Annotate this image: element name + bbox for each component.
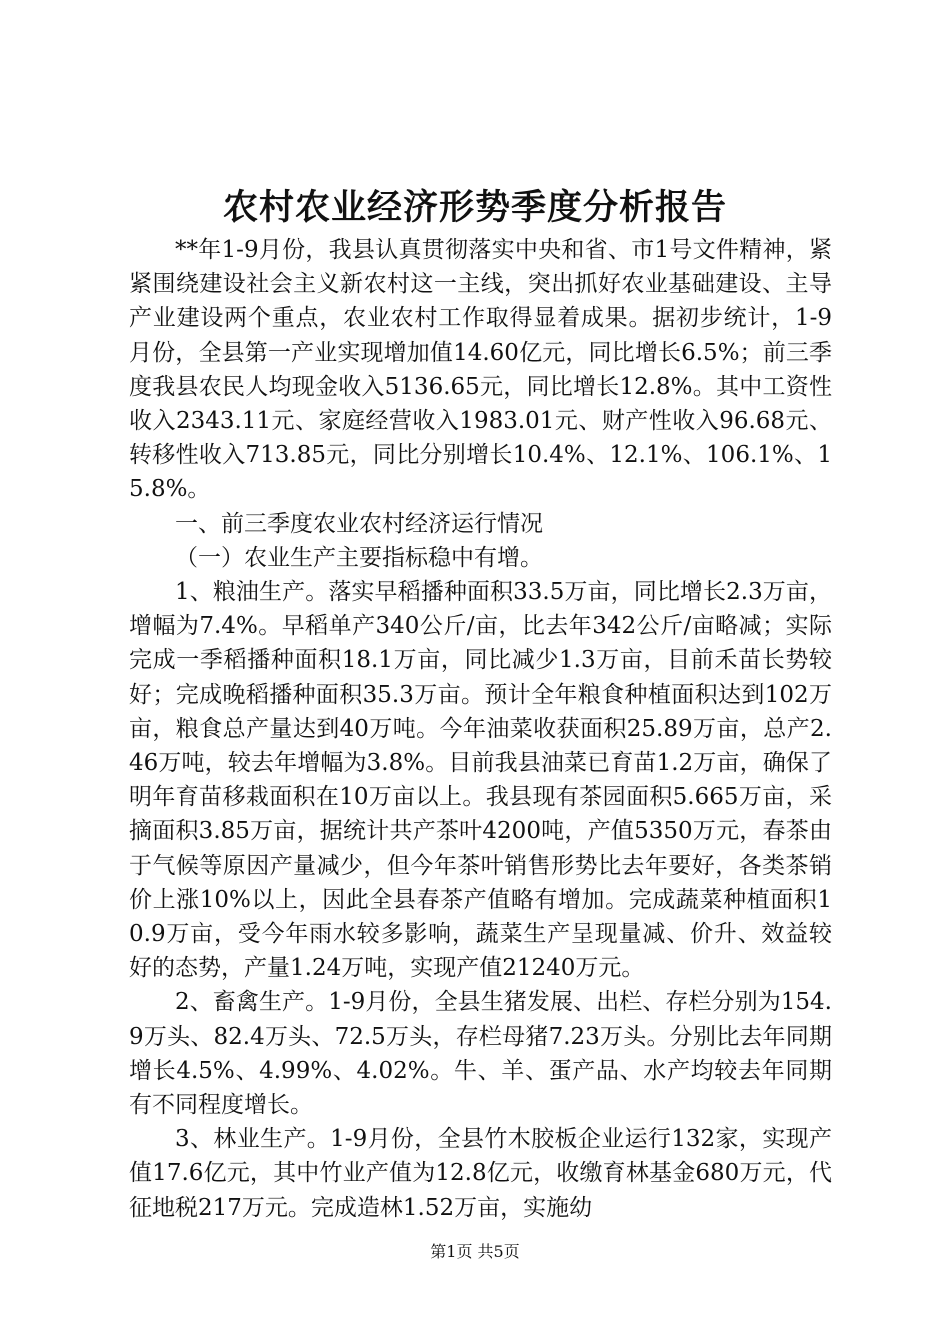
page-number-footer: 第1页 共5页 <box>430 1242 520 1261</box>
document-body <box>129 233 832 1225</box>
paragraph-forestry: 3、林业生产。1-9月份，全县竹木胶板企业运行132家，实现产值17.6亿元，其中竹业产值为12.8亿元，收缴育林基金680万元，代征地税217万元。完成造林1.52万亩，实施幼 <box>129 1126 832 1221</box>
paragraph-livestock: 2、畜禽生产。1-9月份，全县生猪发展、出栏、存栏分别为154.9万头、82.4万头、72.5万头，存栏母猪7.23万头。分别比去年同期增长4.5%、4.99%、4.02%。牛、羊、蛋产品、水产均较去年同期有不同程度增长。 <box>129 989 832 1119</box>
paragraph-grain-oil: 1、粮油生产。落实早稻播种面积33.5万亩，同比增长2.3万亩，增幅为7.4%。早稻单产340公斤/亩，比去年342公斤/亩略减；实际完成一季稻播种面积18.1万亩，同比减少1.3万亩，目前禾苗长势较好；完成晚稻播种面积35.3万亩。预计全年粮食种植面积达到102万亩，粮食总产量达到40万吨。今年油菜收获面积25.89万亩，总产2.46万吨，较去年增幅为3.8%。目前我县油菜已育苗1.2万亩，确保了明年育苗移栽面积在10万亩以上。我县现有茶园面积5.665万亩，采摘面积3.85万亩，据统计共产茶叶4200吨，产值5350万元，春茶由于气候等原因产量减少，但今年茶叶销售形势比去年要好，各类茶销价上涨10%以上，因此全县春茶产值略有增加。完成蔬菜种植面积10.9万亩，受今年雨水较多影响，蔬菜生产呈现量减、价升、效益较好的态势，产量1.24万吨，实现产值21240万元。 <box>129 579 832 982</box>
subsection-heading: （一）农业生产主要指标稳中有增。 <box>175 544 543 571</box>
document-title: 农村农业经济形势季度分析报告 <box>222 187 727 228</box>
section-heading: 一、前三季度农业农村经济运行情况 <box>175 510 543 537</box>
paragraph-intro: **年1-9月份，我县认真贯彻落实中央和省、市1号文件精神，紧紧围绕建设社会主义新农村这一主线，突出抓好农业基础建设、主导产业建设两个重点，农业农村工作取得显着成果。据初步统计，1-9月份，全县第一产业实现增加值14.60亿元，同比增长6.5%；前三季度我县农民人均现金收入5136.65元，同比增长12.8%。其中工资性收入2343.11元、家庭经营收入1983.01元、财产性收入96.68元、转移性收入713.85元，同比分别增长10.4%、12.1%、106.1%、15.8%。 <box>129 237 832 503</box>
